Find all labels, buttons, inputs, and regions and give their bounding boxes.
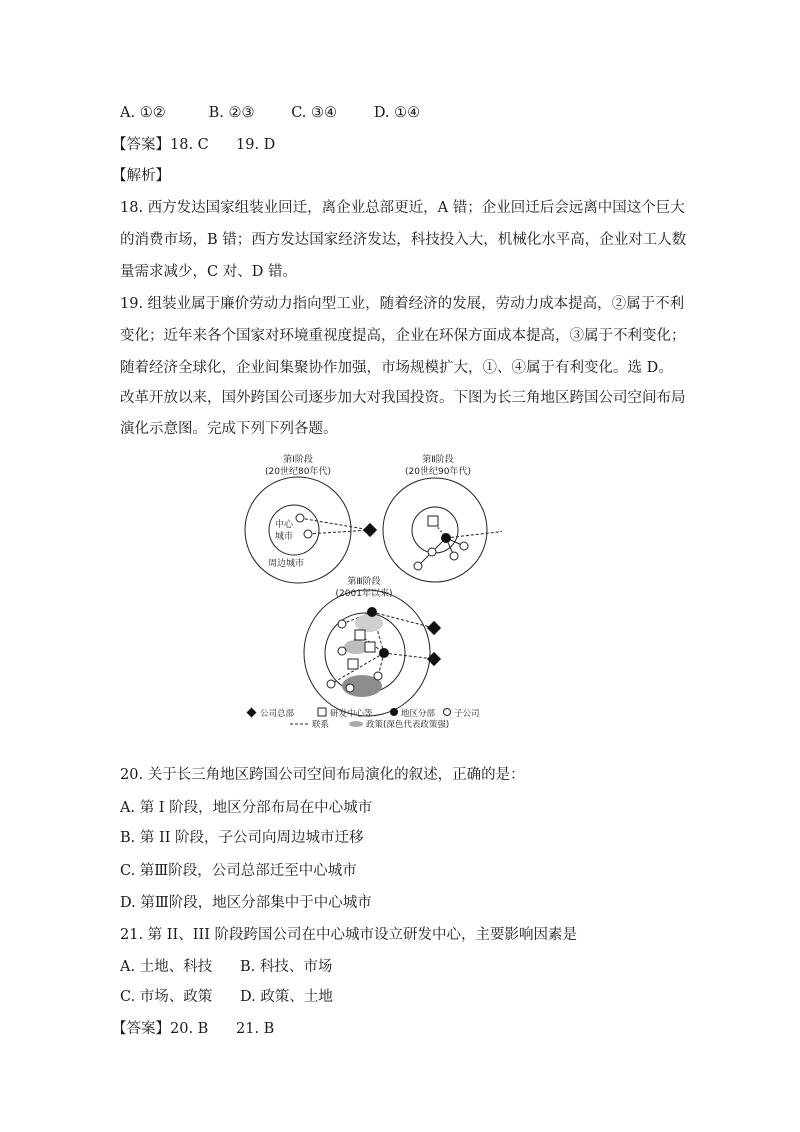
stage2-title: 第Ⅱ阶段: [422, 455, 454, 465]
subsidiary-node: [304, 530, 312, 538]
subsidiary-node: [374, 672, 382, 680]
q20-option-a: A. 第 I 阶段，地区分部布局在中心城市: [120, 800, 373, 816]
stage2-subtitle: (20世纪90年代): [405, 467, 471, 477]
subsidiary-node: [428, 548, 436, 556]
legend-rd-label: 研发中心等: [330, 709, 373, 719]
subsidiary-node: [327, 680, 335, 688]
subsidiary-node: [414, 562, 422, 570]
stage3-link: [384, 653, 434, 659]
headquarters-node: [363, 523, 377, 537]
legend-hq-icon: [247, 708, 257, 718]
subsidiary-node: [338, 620, 346, 628]
answer-21: 21. B: [236, 1021, 275, 1037]
legend-subsidiary-icon: [444, 709, 451, 716]
rd-center-node: [428, 516, 438, 526]
answer-18: 18. C: [170, 137, 209, 153]
answer-20: 20. B: [170, 1021, 209, 1037]
q19-option-c: C. ③④: [291, 105, 338, 121]
stage2-link: [446, 530, 502, 538]
rd-center-node: [355, 630, 365, 640]
q19-options: [120, 103, 420, 123]
q19-option-a: A. ①②: [120, 105, 166, 121]
stage1-inner-circle: [269, 505, 319, 555]
stage1-link: [308, 530, 370, 534]
layout-evolution-diagram: [242, 448, 502, 728]
stage2-outer-circle: [383, 478, 487, 582]
policy-area: [344, 640, 368, 654]
explanation-19-line-1: 19. 组装业属于廉价劳动力指向型工业，随着经济的发展，劳动力成本提高，②属于不利: [120, 296, 685, 312]
subsidiary-node: [346, 684, 354, 692]
legend-policy-label: 政策(深色代表政策强): [366, 720, 450, 728]
legend-subsidiary-label: 子公司: [454, 709, 480, 719]
q21-stem: 21. 第 II、III 阶段跨国公司在中心城市设立研发中心，主要影响因素是: [120, 927, 578, 943]
subsidiary-node: [296, 514, 304, 522]
q21-options-row-2: [120, 987, 333, 1007]
q20-option-b: B. 第 II 阶段，子公司向周边城市迁移: [120, 830, 364, 846]
answer-label-2: 【答案】: [112, 1021, 170, 1037]
stage3-subtitle: (2001年以来): [335, 589, 393, 599]
stage1-subtitle: (20世纪80年代): [265, 467, 331, 477]
stage3-title: 第Ⅲ阶段: [347, 577, 381, 587]
stage2-inner-circle: [412, 507, 458, 553]
legend-rd-icon: [318, 708, 326, 716]
subsidiary-node: [460, 542, 468, 550]
q19-option-d: D. ①④: [373, 105, 421, 121]
subsidiary-node: [450, 552, 458, 560]
branch-node: [367, 607, 377, 617]
q20-stem: 20. 关于长三角地区跨国公司空间布局演化的叙述，正确的是：: [120, 767, 525, 783]
explanation-18-line-1: 18. 西方发达国家组装业回迁，离企业总部更近，A 错；企业回迁后会远离中国这个巨大: [120, 200, 685, 216]
q21-option-b: B. 科技、市场: [240, 959, 333, 975]
explanation-19-line-2: 变化；近年来各个国家对环境重视度提高，企业在环保方面成本提高，③属于不利变化；: [120, 328, 686, 344]
headquarters-node: [427, 621, 441, 635]
branch-node: [379, 648, 389, 658]
policy-area: [355, 614, 383, 632]
center-city-label-1: 中心: [274, 520, 294, 530]
legend-branch-label: 地区分部: [401, 709, 436, 719]
q19-option-b: B. ②③: [208, 105, 255, 121]
stage1-link: [300, 518, 370, 530]
q21-option-a: A. 土地、科技: [120, 959, 213, 975]
q21-option-c: C. 市场、政策: [120, 989, 213, 1005]
intro-line-2: 演化示意图。完成下列下列各题。: [120, 421, 338, 437]
rd-center-node: [365, 642, 375, 652]
center-city-label-2: 城市: [274, 532, 294, 542]
stage3-outer-circle: [304, 590, 430, 716]
q20-option-d: D. 第Ⅲ阶段，地区分部集中于中心城市: [120, 895, 372, 911]
analysis-label: 【解析】: [112, 168, 170, 184]
peripheral-city-label: 周边城市: [267, 559, 305, 569]
answer-label: 【答案】: [112, 137, 170, 153]
explanation-18-line-3: 量需求减少，C 对、D 错。: [120, 264, 297, 280]
answer-19: 19. D: [236, 137, 276, 153]
rd-center-node: [348, 659, 358, 669]
branch-node: [441, 533, 451, 543]
answer-20-21: [112, 1019, 274, 1039]
legend-branch-icon: [390, 708, 398, 716]
subsidiary-node: [338, 647, 346, 655]
intro-line-1: 改革开放以来，国外跨国公司逐步加大对我国投资。下图为长三角地区跨国公司空间布局: [120, 390, 686, 406]
explanation-18-line-2: 的消费市场，B 错；西方发达国家经济发达，科技投入大，机械化水平高，企业对工人数: [120, 232, 687, 248]
legend-policy-icon: [349, 721, 363, 727]
q21-option-d: D. 政策、土地: [240, 989, 333, 1005]
q20-option-c: C. 第Ⅲ阶段，公司总部迁至中心城市: [120, 863, 357, 879]
legend-link-label: 联系: [312, 720, 330, 728]
q21-options-row-1: [120, 957, 332, 977]
stage1-title: 第Ⅰ阶段: [283, 455, 313, 465]
explanation-19-line-3: 随着经济全球化，企业间集聚协作加强，市场规模扩大，①、④属于有利变化。选 D。: [120, 360, 673, 376]
answer-18-19: [112, 135, 275, 155]
legend-hq-label: 公司总部: [260, 709, 295, 719]
